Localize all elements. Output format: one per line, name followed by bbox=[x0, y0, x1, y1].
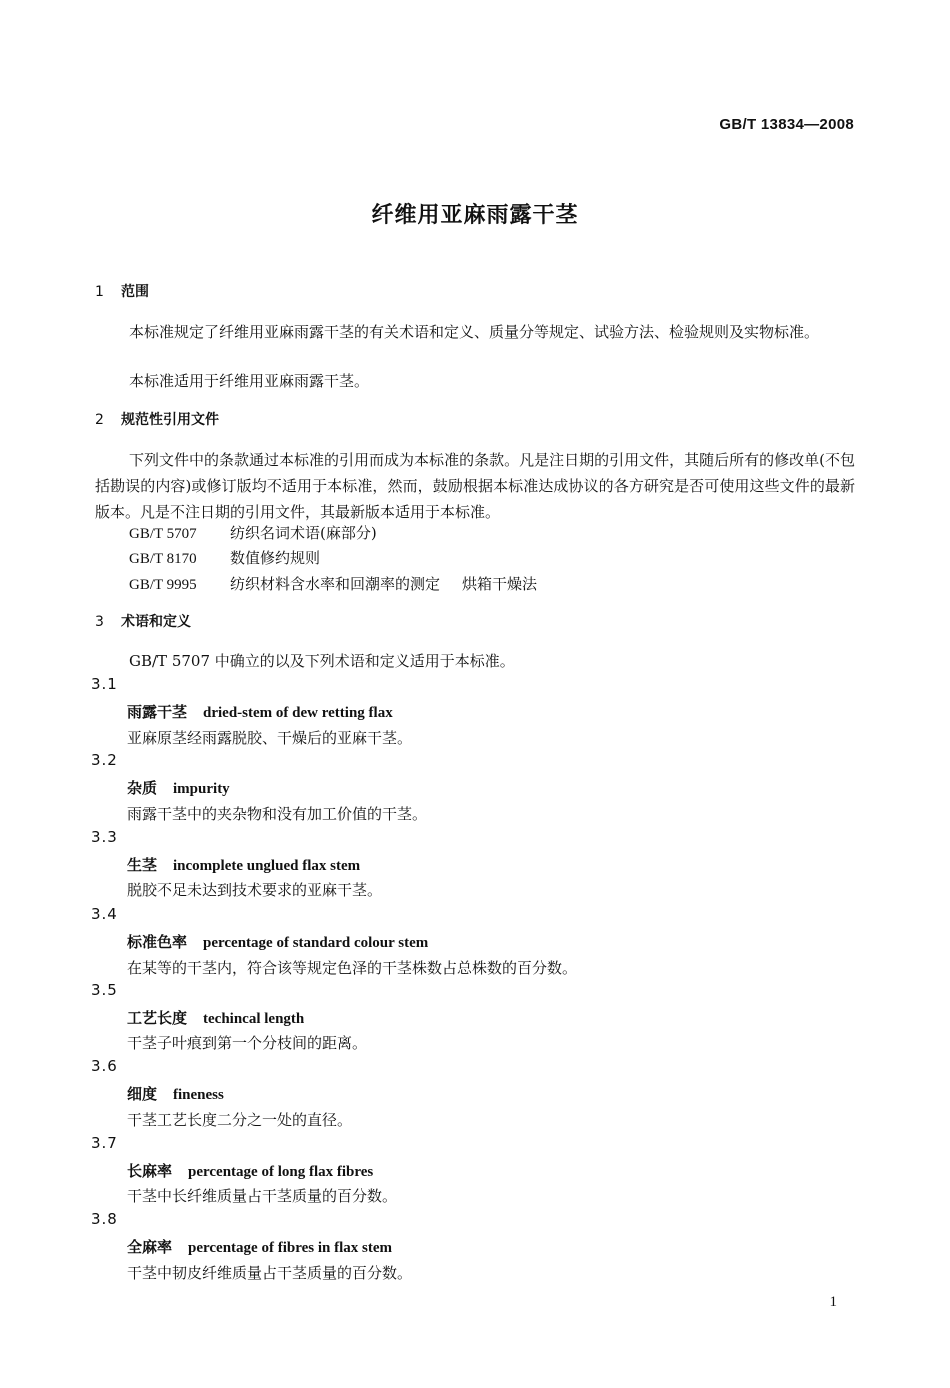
term-zh: 生茎 bbox=[127, 856, 158, 874]
section-number: 2 bbox=[95, 412, 104, 428]
reference-row bbox=[129, 572, 537, 597]
term-entry bbox=[127, 1236, 392, 1257]
term-number: 3.7 bbox=[91, 1134, 118, 1152]
term-definition: 在某等的干茎内，符合该等规定色泽的干茎株数占总株数的百分数。 bbox=[127, 959, 578, 977]
term-zh: 工艺长度 bbox=[127, 1009, 188, 1027]
reference-row bbox=[129, 521, 377, 546]
section-title: 术语和定义 bbox=[121, 614, 191, 630]
section-heading-terms bbox=[95, 611, 191, 631]
reference-row bbox=[129, 546, 320, 571]
term-number: 3.8 bbox=[91, 1210, 118, 1228]
term-number: 3.1 bbox=[91, 675, 118, 693]
reference-title: 纺织材料含水率和回潮率的测定 bbox=[230, 575, 441, 593]
term-en: percentage of fibres in flax stem bbox=[188, 1240, 393, 1256]
reference-code: GB/T 8170 bbox=[129, 551, 197, 567]
term-number: 3.4 bbox=[91, 905, 118, 923]
term-zh: 杂质 bbox=[127, 779, 158, 797]
term-definition: 脱胶不足未达到技术要求的亚麻干茎。 bbox=[127, 881, 383, 899]
reference-title: 纺织名词术语(麻部分) bbox=[230, 524, 377, 542]
term-number: 3.3 bbox=[91, 828, 118, 846]
document-title: 纤维用亚麻雨露干茎 bbox=[371, 203, 579, 228]
section-title: 规范性引用文件 bbox=[121, 412, 219, 428]
term-zh: 全麻率 bbox=[127, 1238, 173, 1256]
term-number: 3.5 bbox=[91, 981, 118, 999]
term-number: 3.6 bbox=[91, 1057, 118, 1075]
term-entry bbox=[127, 777, 230, 798]
terms-intro: GB/T 5707 中确立的以及下列术语和定义适用于本标准。 bbox=[129, 652, 515, 670]
term-en: impurity bbox=[173, 781, 230, 797]
reference-title: 数值修约规则 bbox=[230, 549, 321, 567]
term-definition: 干茎中韧皮纤维质量占干茎质量的百分数。 bbox=[127, 1264, 413, 1282]
scope-applicability: 本标准适用于纤维用亚麻雨露干茎。 bbox=[129, 372, 370, 390]
page-number: 1 bbox=[829, 1294, 837, 1310]
term-en: techincal length bbox=[203, 1011, 305, 1027]
term-entry bbox=[127, 1083, 224, 1104]
scope-paragraph: 本标准规定了纤维用亚麻雨露干茎的有关术语和定义、质量分等规定、试验方法、检验规则及实物标准。 bbox=[129, 323, 820, 341]
section-title: 范围 bbox=[121, 284, 149, 300]
term-definition: 亚麻原茎经雨露脱胶、干燥后的亚麻干茎。 bbox=[127, 729, 413, 747]
standard-code: GB/T 13834—2008 bbox=[719, 116, 854, 133]
term-zh: 细度 bbox=[127, 1085, 158, 1103]
term-number: 3.2 bbox=[91, 751, 118, 769]
reference-method: 烘箱干燥法 bbox=[462, 575, 538, 593]
term-zh: 标准色率 bbox=[127, 933, 188, 951]
term-definition: 干茎中长纤维质量占干茎质量的百分数。 bbox=[127, 1187, 398, 1205]
term-en: incomplete unglued flax stem bbox=[173, 858, 361, 874]
term-zh: 雨露干茎 bbox=[127, 703, 188, 721]
section-number: 3 bbox=[95, 614, 104, 630]
term-entry bbox=[127, 1007, 304, 1028]
normative-refs-paragraph: 下列文件中的条款通过本标准的引用而成为本标准的条款。凡是注日期的引用文件，其随后所有的修改单(不包括勘误的内容)或修订版均不适用于本标准，然而，鼓励根据本标准达成协议的各方研究是否可使用这些文件的最新版本。凡是不注日期的引用文件，其最新版本适用于本标准。 bbox=[95, 451, 855, 521]
reference-code: GB/T 9995 bbox=[129, 577, 197, 593]
term-en: percentage of long flax fibres bbox=[188, 1164, 374, 1180]
term-definition: 干茎工艺长度二分之一处的直径。 bbox=[127, 1111, 353, 1129]
term-definition: 雨露干茎中的夹杂物和没有加工价值的干茎。 bbox=[127, 805, 428, 823]
term-entry bbox=[127, 931, 428, 952]
term-en: percentage of standard colour stem bbox=[203, 935, 429, 951]
term-entry bbox=[127, 701, 393, 722]
term-entry bbox=[127, 854, 360, 875]
term-definition: 干茎子叶痕到第一个分枝间的距离。 bbox=[127, 1034, 368, 1052]
term-en: dried-stem of dew retting flax bbox=[203, 705, 393, 721]
term-zh: 长麻率 bbox=[127, 1162, 173, 1180]
section-heading-scope bbox=[95, 281, 149, 301]
term-en: fineness bbox=[173, 1087, 224, 1103]
section-heading-normative-refs bbox=[95, 409, 219, 429]
section-number: 1 bbox=[95, 284, 104, 300]
term-entry bbox=[127, 1160, 373, 1181]
reference-code: GB/T 5707 bbox=[129, 526, 197, 542]
